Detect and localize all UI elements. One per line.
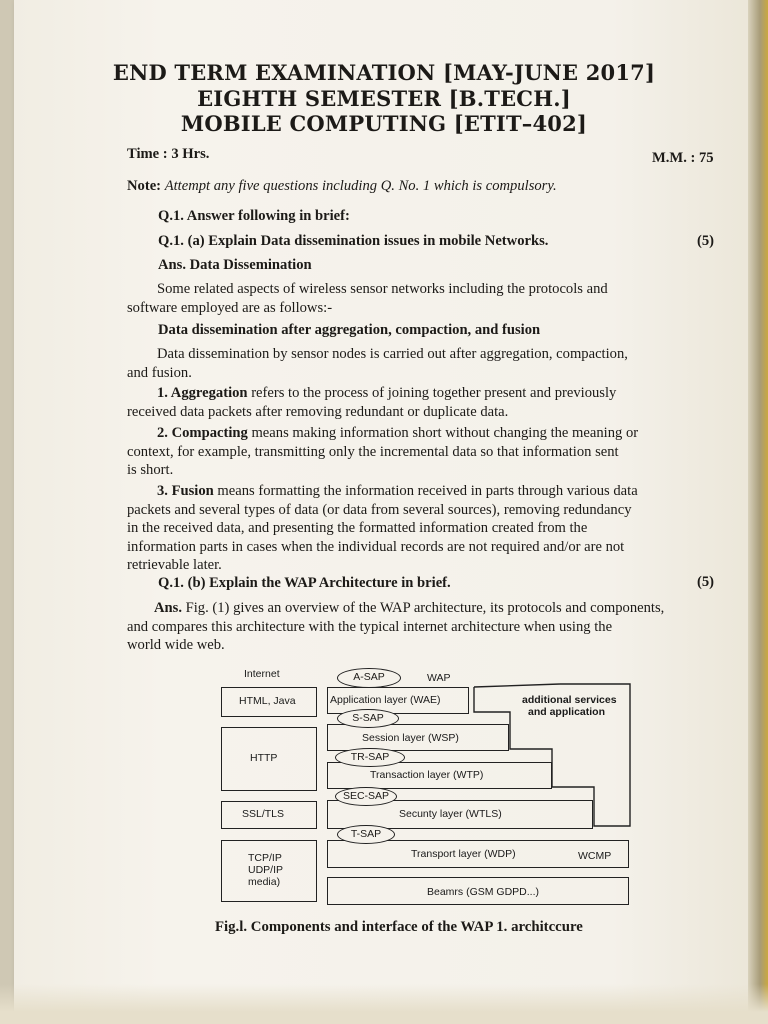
q1a-marks: (5) bbox=[696, 233, 714, 249]
note-text: Attempt any five questions including Q. No. 1 which is compulsory. bbox=[164, 178, 557, 194]
transaction-layer-label: Transaction layer (WTP) bbox=[370, 769, 484, 781]
semester-title: EIGHTH SEMESTER [B.TECH.] bbox=[197, 86, 571, 111]
term-aggregation: 1. Aggregation bbox=[157, 385, 248, 401]
html-java-label: HTML, Java bbox=[239, 695, 296, 707]
q1b-marks: (5) bbox=[696, 574, 714, 590]
q1a-paragraph-2 bbox=[127, 345, 715, 382]
security-layer-label: Secunty layer (WTLS) bbox=[399, 808, 502, 820]
q1a-paragraph-aggregation bbox=[127, 384, 715, 421]
text-line: world wide web. bbox=[127, 637, 225, 653]
text-line: context, for example, transmitting only the incremental data so that information sent bbox=[127, 443, 619, 460]
q1b-answer-paragraph bbox=[127, 599, 715, 655]
t-sap-ellipse: T-SAP bbox=[337, 825, 395, 844]
tr-sap-ellipse: TR-SAP bbox=[335, 748, 405, 767]
wap-label: WAP bbox=[427, 672, 451, 684]
time-label: Time : 3 Hrs. bbox=[127, 146, 210, 162]
tcp-ip-label: TCP/IP bbox=[248, 852, 282, 864]
q1a-answer-heading: Ans. Data Dissemination bbox=[158, 257, 312, 273]
figure-caption: Fig.l. Components and interface of the WAP 1. architccure bbox=[215, 919, 583, 935]
wcmp-label: WCMP bbox=[578, 850, 612, 862]
bearers-label: Beamrs (GSM GDPD...) bbox=[427, 886, 540, 898]
additional-services-label-2: and application bbox=[528, 706, 606, 718]
q1-intro: Q.1. Answer following in brief: bbox=[158, 208, 350, 224]
note-line bbox=[127, 177, 557, 195]
term-fusion: 3. Fusion bbox=[157, 483, 214, 499]
text-line: Fig. (1) gives an overview of the WAP architecture, its protocols and components, bbox=[181, 600, 665, 616]
text-line: packets and several types of data (or data from several sources), removing redundancy bbox=[127, 501, 632, 518]
text-line: software employed are as follows:- bbox=[127, 299, 333, 316]
sec-sap-ellipse: SEC-SAP bbox=[335, 787, 397, 806]
subject-title: MOBILE COMPUTING [ETIT–402] bbox=[180, 111, 588, 136]
text-line: means formatting the information received in parts through various data bbox=[213, 483, 638, 499]
application-layer-label: Application layer (WAE) bbox=[330, 694, 441, 706]
transport-layer-label: Transport layer (WDP) bbox=[411, 848, 516, 860]
q1a-question: Q.1. (a) Explain Data dissemination issues in mobile Networks. bbox=[158, 233, 549, 249]
text-line: Data dissemination by sensor nodes is carried out after aggregation, compaction, bbox=[157, 346, 628, 362]
text-line: refers to the process of joining together present and previously bbox=[247, 385, 617, 401]
q1a-paragraph-fusion bbox=[127, 482, 715, 575]
q1a-paragraph-1 bbox=[127, 280, 715, 317]
text-line: received data packets after removing redundant or duplicate data. bbox=[127, 403, 509, 420]
text-line: means making information short without changing the meaning or bbox=[247, 425, 639, 441]
media-label: media) bbox=[248, 876, 281, 888]
text-line: information parts in cases when the individual records are not required and/or are not bbox=[127, 538, 625, 555]
q1a-subheading: Data dissemination after aggregation, compaction, and fusion bbox=[158, 322, 541, 338]
internet-label: Internet bbox=[244, 668, 280, 680]
ans-label: Ans. bbox=[154, 600, 182, 616]
text-line: in the received data, and presenting the formatted information created from the bbox=[127, 520, 588, 536]
a-sap-ellipse: A-SAP bbox=[337, 668, 401, 688]
udp-ip-label: UDP/IP bbox=[248, 864, 284, 876]
exam-title: END TERM EXAMINATION [MAY-JUNE 2017] bbox=[112, 60, 656, 85]
page-spine-shadow bbox=[748, 0, 768, 1024]
max-marks: M.M. : 75 bbox=[652, 150, 714, 166]
q1b-question: Q.1. (b) Explain the WAP Architecture in brief. bbox=[158, 575, 451, 591]
text-line: Some related aspects of wireless sensor networks including the protocols and bbox=[157, 281, 608, 297]
s-sap-ellipse: S-SAP bbox=[337, 709, 399, 728]
q1a-paragraph-compacting bbox=[127, 424, 715, 480]
term-compacting: 2. Compacting bbox=[157, 425, 248, 441]
ssl-tls-label: SSL/TLS bbox=[242, 808, 285, 820]
text-line: and compares this architecture with the typical internet architecture when using the bbox=[127, 618, 613, 635]
note-label: Note: bbox=[127, 178, 162, 194]
text-line: and fusion. bbox=[127, 364, 192, 381]
text-line: retrievable later. bbox=[127, 557, 222, 573]
additional-services-label-1: additional services bbox=[522, 694, 617, 706]
http-label: HTTP bbox=[250, 752, 278, 764]
page-bottom-shade bbox=[0, 984, 768, 1024]
text-line: is short. bbox=[127, 462, 174, 478]
session-layer-label: Session layer (WSP) bbox=[362, 732, 459, 744]
